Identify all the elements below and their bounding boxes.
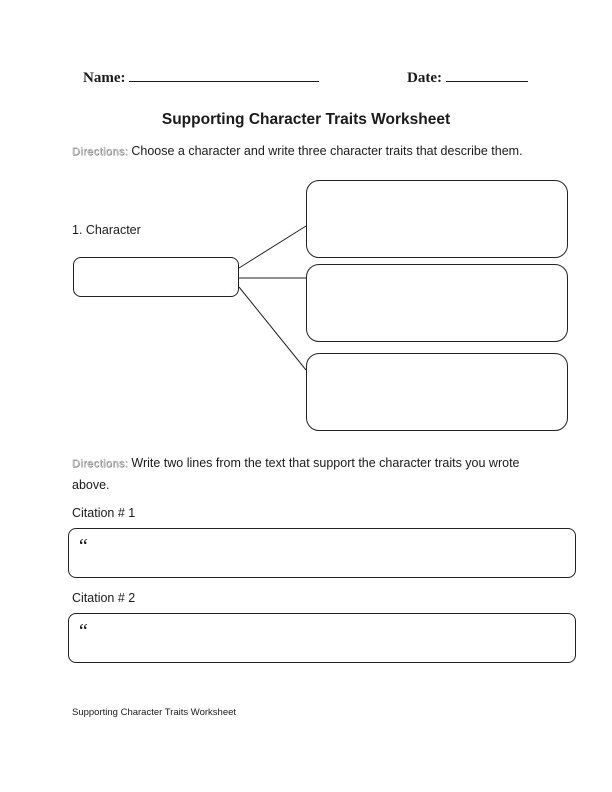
name-label: Name:	[83, 70, 126, 86]
directions-1-label: Directions:	[72, 146, 129, 158]
directions-2-label: Directions:	[72, 458, 129, 470]
directions-2	[72, 453, 542, 496]
citation-1-box[interactable]	[68, 528, 576, 578]
page-footer: Supporting Character Traits Worksheet	[72, 707, 237, 718]
connector-line-3	[239, 287, 306, 370]
worksheet-title: Supporting Character Traits Worksheet	[161, 111, 451, 128]
directions-1-text: Choose a character and write three character traits that describe them.	[131, 144, 523, 158]
connector-line-1	[239, 226, 306, 268]
citation-2-label: Citation # 2	[72, 591, 136, 605]
directions-2-text: Write two lines from the text that support the character traits you wrote above.	[72, 456, 520, 492]
citation-2-quote-mark: “	[77, 620, 89, 642]
citation-1-label: Citation # 1	[72, 506, 136, 520]
citation-1-quote-mark: “	[77, 535, 89, 557]
citation-2-box[interactable]	[68, 613, 576, 663]
character-label: 1. Character	[72, 223, 141, 237]
date-label: Date:	[407, 70, 442, 86]
